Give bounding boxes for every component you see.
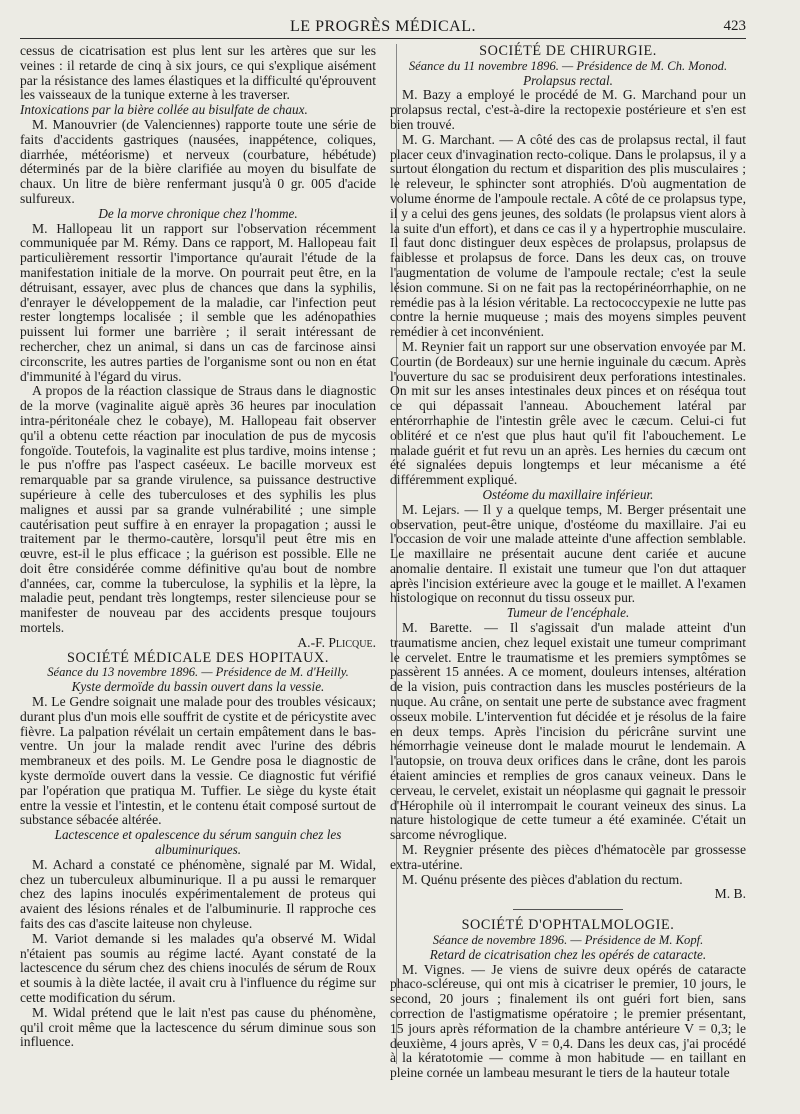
paragraph: M. Hallopeau lit un rapport sur l'observation récemment communiquée par M. Rémy. Dans ce rapport, M. Hallopeau fait particulièrement ressortir l'importance qu'aurait l'étude de la manifestation initiale de la morve. On pourrait peut être, en la détruisant, essayer, avec plus de chances que dans la syphilis, d'enrayer le développement de la maladie, car l'infection peut rester longtemps localisée ; il semble que les adénopathies puissent lui former une barrière ; il serait intéressant de rechercher, chez un animal, si dans un cas de farcinose ainsi circonscrite, les autres parties de l'organisme sont ou non en état d'immunité à l'égard du virus. [20,220,376,384]
paragraph: M. Achard a constaté ce phénomène, signalé par M. Widal, chez un tuberculeux albuminurique. Il a pu aussi le remarquer chez des lapins inoculés expérimentalement de proteus qui avaient des lésions rénales et de l'albuminurie. Il rapproche ces faits des cas d'ascite laiteuse non chyleuse. [20,856,376,932]
subsection-title: Prolapsus rectal. [523,72,613,88]
subsection-title: Tumeur de l'encéphale. [506,605,630,621]
paragraph: M. Vignes. — Je viens de suivre deux opérés de cataracte phaco-scléreuse, qui ont mis à cicatriser le premier, 10 jours, le second, 20 jours ; finalement ils ont guéri fort bien, sans correction de l'astigmatisme opératoire ; le premier présentant, 15 jours après réformation de la chambre antérieure V = 0,3; le deuxième, 4 jours après, V = 0,4. Dans les deux cas, j'ai procédé à la kératotomie — comme à mon habitude — en taillant en pleine cornée un lambeau mesurant le tiers de la hauteur totale [390,961,746,1081]
subsection-title: Lactescence et opalescence du sérum sanguin chez les albuminuriques. [54,827,342,858]
subsection-title: Kyste dermoïde du bassin ouvert dans la vessie. [71,679,325,695]
paragraph: M. Reynier fait un rapport sur une observation envoyée par M. Courtin (de Bordeaux) sur une hernie inguinale du cæcum. Après l'ouverture du sac se produisirent deux perforations intestinales. On mit sur les anses intestinales deux pinces et on réséqua tout ce qui dépassait l'anneau. Abouchement latéral par entérorrhaphie de l'intestin grêle avec le cæcum. Celui-ci fut oblitéré et ce n'est que plus haut qu'il fit l'abouchement. Le malade guérit et fut revu un an après. Les hernies du cæcum ont été signalées depuis longtemps et leur mécanisme a été différemment expliqué. [390,338,746,488]
subsection-title: Intoxications par la bière collée au bisulfate de chaux. [20,102,308,118]
running-header [20,18,746,39]
subsection-title: Ostéome du maxillaire inférieur. [482,486,654,502]
paragraph: M. Barette. — Il s'agissait d'un malade atteint d'un traumatisme ancien, chez lequel existait une tumeur comprimant le cervelet. Entre le traumatisme et les premiers symptômes se passèrent 15 années. A ce moment, douleurs intenses, altération de la vision, puis contraction dans les muscles postérieurs de la nuque. Au crâne, on sentait une perte de substance avec fragment osseux mobile. L'intervention fut décidée et je résolus de la faire en deux temps. Après l'incision du péricrâne survint une hémorrhagie veineuse dont le malade mourut le lendemain. A l'autopsie, on trouva deux orifices dans le crâne, dont les parois étaient amincies et remplies de gros canaux veineux. Dans le cerveau, le cervelet, existait un néoplasme qui gagnait le pressoir d'Hérophile où il interrompait le courant veineux des sinus. La nature histologique de cette tumeur a été examinée. C'était un sarcome névroglique. [390,620,746,843]
author-signature: A.-F. Plicque. [297,634,376,650]
paragraph: M. Le Gendre soignait une malade pour des troubles vésicaux; durant plus d'un mois elle souffrit de cystite et de péricystite avec fièvre. La palpation révélait un certain empâtement dans le bas-ventre. Un jour la malade rendit avec l'urine des débris membraneux et des poils. M. Le Gendre posa le diagnostic de kyste dermoïde ouvert dans la vessie. Ce diagnostic fut vérifié par l'opération que pratiqua M. Tuffier. Le siège du kyste était entre la vessie et l'intestin, et le contenu était composé surtout de substance sébacée altérée. [20,694,376,828]
page-number: 423 [723,18,746,34]
right-column [390,44,746,1081]
section-heading: SOCIÉTÉ MÉDICALE DES HOPITAUX. [67,649,329,666]
session-line: Séance du 13 novembre 1896. — Présidence de M. d'Heilly. [47,665,349,680]
paragraph: A propos de la réaction classique de Straus dans le diagnostic de la morve (vaginalite aiguë après 36 heures par inoculation intra-péritonéale chez le cobaye), M. Hallopeau fait observer qu'il a obtenu cette réaction par inoculation de pus de mycosis fongoïde. Toutefois, la vaginalite est plus tardive, moins intense ; le pus n'offre pas l'aspect caséeux. Le bacille morveux est remarquable par sa grande virulence, sa puissance destructive supérieure à celle des tuberculoses et des syphilis les plus malignes et aussi par sa grande vulnérabilité ; une simple cautérisation peut suffire à en enrayer la propagation ; aussi le traitement par le thermo-cautère, lorsqu'il peut être mis en œuvre, est-il le plus efficace ; la guérison est possible. Elle ne doit être considérée comme définitive qu'au bout de nombre d'années, car, comme la tuberculose, la syphilis et la lèpre, la maladie peut, pendant très longtemps, rester silencieuse pour se manifester de nouveau par des accidents presque toujours mortels. [20,383,376,636]
session-line: Séance du 11 novembre 1896. — Présidence de M. Ch. Monod. [408,58,728,73]
paragraph: M. G. Marchant. — A côté des cas de prolapsus rectal, il faut placer ceux d'invagination recto-colique. Dans le prolapsus, il y a surtout élongation du rectum et disparition des plis musculaires ; le releveur, le sphincter sont atrophiés. D'où augmentation de volume énorme de l'ampoule rectale. A côté de ce prolapsus type, il y a celui des gens jeunes, des soldats (le prolapsus vient alors à la suite d'un effort), et dans ce cas il y a hypertrophie musculaire. Il faut donc distinguer deux espèces de prolapsus, prolapsus de faiblesse et prolapsus de force. Dans les deux cas, on trouve l'augmentation de volume de l'ampoule rectale; c'est la seule lésion commune. Si on ne fait pas la rectopérinéorrhaphie, on ne remédie pas à la lésion véritable. La rectococcypexie ne lutte pas contre la hernie muqueuse ; mais des moyens simples peuvent remédier à cet inconvénient. [390,131,746,340]
section-heading: SOCIÉTÉ DE CHIRURGIE. [479,43,657,59]
session-line: Séance de novembre 1896. — Présidence de M. Kopf. [432,933,704,948]
section-separator [513,909,623,910]
section-heading: SOCIÉTÉ D'OPHTALMOLOGIE. [461,917,675,934]
paragraph: M. Variot demande si les malades qu'a observé M. Widal n'étaient pas soumis au régime lacté. Ayant constaté de la lactescence du sérum chez des chiens inoculés de sérum de Roux et soumis à la diète lactée, il avait cru à l'influence du régime sur cette modification du sérum. [20,930,376,1005]
paragraph: cessus de cicatrisation est plus lent sur les artères que sur les veines : il retarde de cinq à six jours, ce qui s'explique aisément par la résistance des lames élastiques et la difficulté qu'éprouvent les vaisseaux de la tunique externe à les traverser. [20,43,376,103]
left-column [20,44,376,1050]
subsection-title: Retard de cicatrisation chez les opérés de cataracte. [429,946,707,962]
paragraph: M. Quénu présente des pièces d'ablation du rectum. [402,871,683,887]
paragraph: M. Widal prétend que le lait n'est pas cause du phénomène, qu'il croit même que la lactescence du sérum diminue sous son influence. [20,1004,376,1050]
journal-title: LE PROGRÈS MÉDICAL. [290,18,476,35]
paragraph: M. Bazy a employé le procédé de M. G. Marchand pour un prolapsus rectal, c'est-à-dire la rectopexie postérieure et s'en est bien trouvé. [390,87,746,132]
paragraph: M. Reygnier présente des pièces d'hématocèle par grossesse extra-utérine. [390,842,746,872]
author-signature: M. B. [714,886,746,902]
paragraph: M. Manouvrier (de Valenciennes) rapporte toute une série de faits d'accidents gastriques (nausées, inappétence, coliques, diarrhée, météorisme) et nerveux (courbature, hébétude) déterminés par de la bière clarifiée au moyen du bisulfate de chaux. Un litre de bière renfermant jusqu'à 0 gr. 005 d'acide sulfureux. [20,116,376,206]
paragraph: M. Lejars. — Il y a quelque temps, M. Berger présentait une observation, peut-être unique, d'ostéome du maxillaire. J'ai eu l'occasion de voir une malade atteinte d'une affection semblable. Le maxillaire ne présentait aucune dent cariée et aucune anomalie dentaire. Il existait une tumeur que l'on dut attaquer après l'incision extérieure avec la gouge et le maillet. A l'examen histologique on reconnut du tissu osseux pur. [390,501,746,606]
subsection-title: De la morve chronique chez l'homme. [98,205,298,221]
